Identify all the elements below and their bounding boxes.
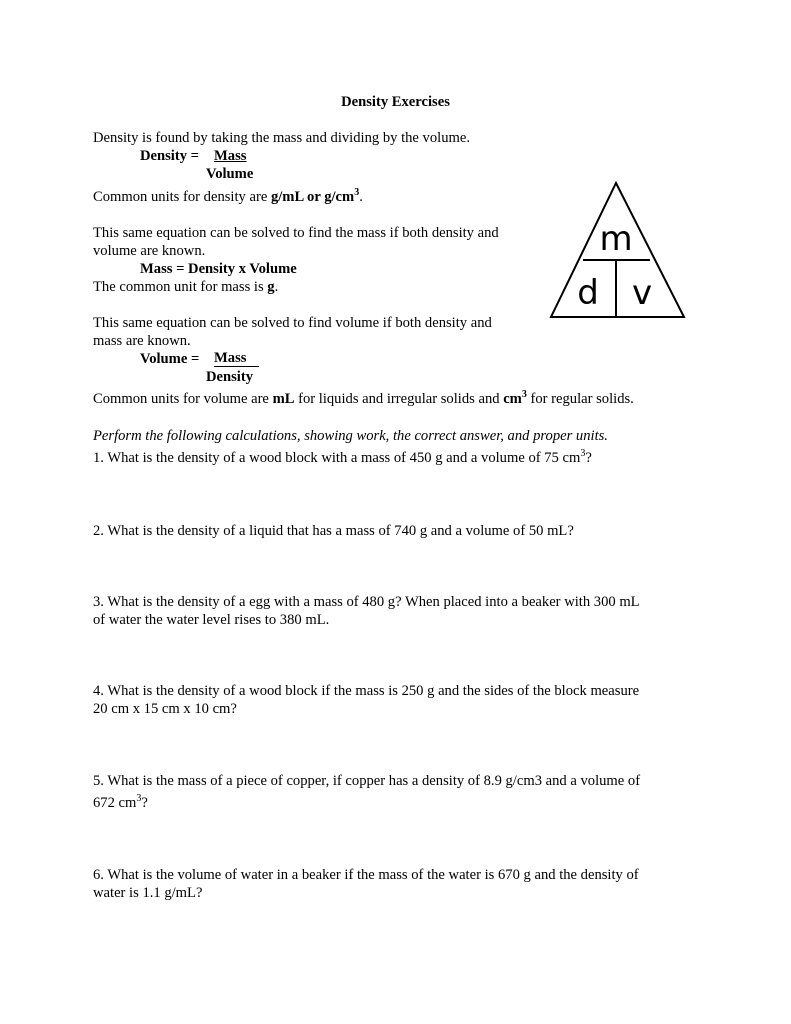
triangle-label-volume: v (631, 273, 653, 313)
mass-formula: Mass = Density x Volume (140, 261, 297, 277)
question-3-line1: 3. What is the density of a egg with a mass of 480 g? When placed into a beaker with 300 mL (93, 594, 640, 610)
density-units: Common units for density are g/mL or $g/cm^3$. (93, 187, 363, 205)
mass-unit: The common unit for mass is g. (93, 279, 279, 295)
question-4-line2: 20 cm x 15 cm x 10 cm? (93, 701, 237, 717)
volume-section-line2: mass are known. (93, 333, 191, 349)
question-5-line1: 5. What is the mass of a piece of copper, if copper has a density of 8.9 g/cm3 and a volume of (93, 773, 641, 789)
question-4-line1: 4. What is the density of a wood block if the mass is 250 g and the sides of the block measure (93, 683, 640, 699)
density-formula-denominator: Volume (206, 166, 254, 182)
density-triangle-diagram (548, 180, 688, 322)
intro-line: Density is found by taking the mass and dividing by the volume. (93, 130, 470, 146)
page-title: Density Exercises (341, 94, 450, 110)
volume-formula-denominator: Density (206, 369, 254, 385)
question-2: 2. What is the density of a liquid that has a mass of 740 g and a volume of 50 mL? (93, 523, 574, 539)
instructions: Perform the following calculations, showing work, the correct answer, and proper units. (93, 428, 608, 444)
mass-section-line2: volume are known. (93, 243, 206, 259)
question-6-line2: water is 1.1 g/mL? (93, 885, 203, 901)
volume-formula-lhs: Volume = (140, 351, 200, 367)
density-formula-numerator: Mass (214, 148, 247, 164)
question-6-line1: 6. What is the volume of water in a beaker if the mass of the water is 670 g and the density of (93, 867, 639, 883)
mass-section-line1: This same equation can be solved to find the mass if both density and (93, 225, 499, 241)
volume-formula-numerator: Mass (214, 350, 259, 367)
question-1: 1. What is the density of a wood block with a mass of 450 g and a volume of 75 $cm^3$? (93, 448, 592, 466)
triangle-label-mass: m (599, 219, 633, 259)
volume-units: Common units for volume are mL for liquids and irregular solids and $cm^3$ for regular solids. (93, 389, 634, 407)
density-formula-lhs: Density = (140, 148, 199, 164)
triangle-label-density: d (577, 273, 599, 313)
question-5-line2: 672 $cm^3$? (93, 793, 148, 811)
volume-section-line1: This same equation can be solved to find volume if both density and (93, 315, 492, 331)
question-3-line2: of water the water level rises to 380 mL. (93, 612, 330, 628)
